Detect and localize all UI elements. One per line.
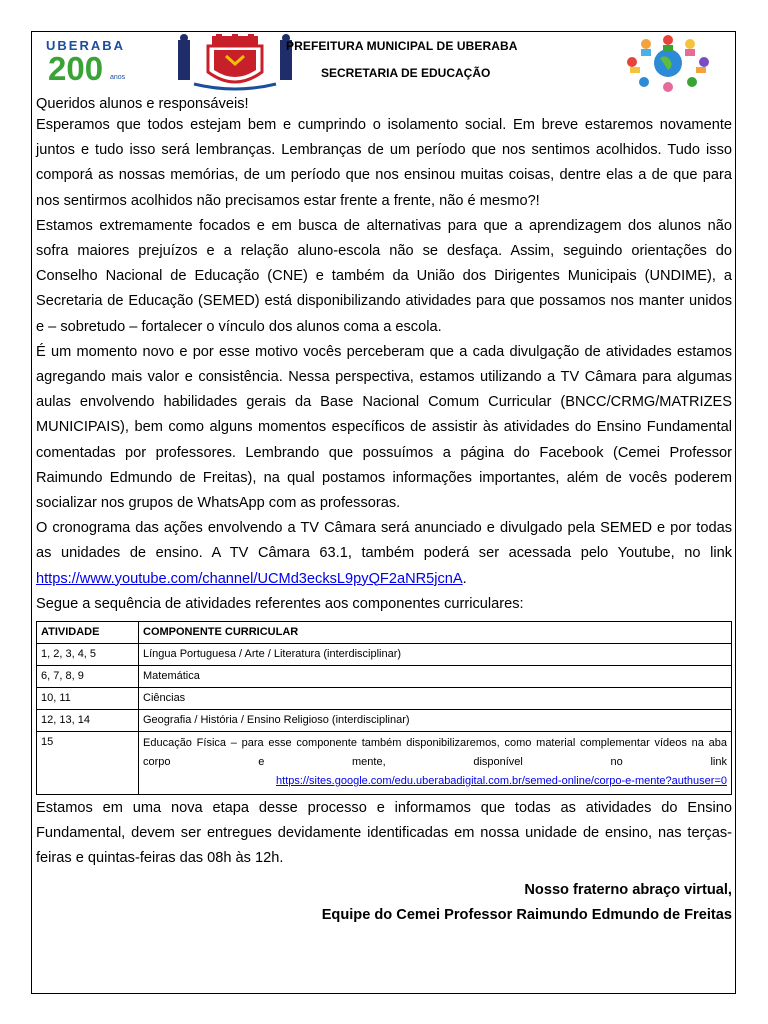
letterhead	[36, 34, 732, 92]
cell-componente: Ciências	[139, 688, 732, 710]
cell-atividade: 15	[37, 732, 139, 795]
table-row	[37, 688, 732, 710]
paragraph-4-end: .	[462, 570, 467, 587]
letter-body	[36, 96, 732, 928]
paragraph-5: Segue a sequência de atividades referentes aos componentes curriculares:	[36, 595, 524, 612]
youtube-link[interactable]: https://www.youtube.com/channel/UCMd3ecksL9pyQF2aNR5jcnA	[36, 570, 463, 587]
table-row	[37, 644, 732, 666]
children-globe-icon	[608, 34, 728, 92]
header-title: PREFEITURA MUNICIPAL DE UBERABA	[286, 39, 518, 53]
cell-componente: Língua Portuguesa / Arte / Literatura (interdisciplinar)	[139, 644, 732, 666]
table-row	[37, 666, 732, 688]
header-subtitle: SECRETARIA DE EDUCAÇÃO	[321, 66, 491, 80]
table-row	[37, 710, 732, 732]
table-row	[37, 732, 732, 795]
cell-componente: Geografia / História / Ensino Religioso (interdisciplinar)	[139, 710, 732, 732]
paragraph-4	[36, 516, 732, 592]
cell-componente	[139, 732, 732, 795]
paragraph-4-text: O cronograma das ações envolvendo a TV Câmara será anunciado e divulgado pela SEMED e por todas as unidades de ensino. A TV Câmara 63.1, também poderá ser acessada pelo Youtube, no link	[36, 520, 732, 562]
cell-componente: Matemática	[139, 666, 732, 688]
uberaba-200-logo	[44, 36, 154, 88]
logo-text: UBERABA	[46, 38, 125, 53]
logo-number: 200	[48, 50, 104, 87]
municipal-crest-icon	[174, 34, 296, 92]
pe-description: Educação Física – para esse componente também disponibilizaremos, como material complementar vídeos na aba corpo e mente, disponível no link	[143, 737, 727, 769]
activities-table	[36, 621, 732, 795]
logo-sub: anos	[110, 74, 126, 81]
header-componente: COMPONENTE CURRICULAR	[139, 622, 732, 644]
closing-signature: Equipe do Cemei Professor Raimundo Edmundo de Freitas	[321, 906, 732, 923]
paragraph-6: Estamos em uma nova etapa desse processo e informamos que todas as atividades do Ensino Fundamental, devem ser entregues devidamente identificadas em nossa unidade de ensino, nas terças-feiras e quintas-feiras das 08h às 12h.	[36, 800, 732, 867]
cell-atividade: 6, 7, 8, 9	[37, 666, 139, 688]
paragraph-2: Estamos extremamente focados e em busca de alternativas para que a aprendizagem dos alunos não sofra maiores prejuízos e a relação aluno-escola não se desfaça. Assim, seguindo orientações do Conselho Nacional de Educação (CNE) e também da União dos Dirigentes Municipais (UNDIME), a Secretaria de Educação (SEMED) está disponibilizando atividades para que possamos nos manter unidos e – sobretudo – fortalecer o vínculo dos alunos coma a escola.	[36, 217, 732, 335]
corpo-e-mente-link[interactable]: https://sites.google.com/edu.uberabadigital.com.br/semed-online/corpo-e-mente?authuser=0	[276, 775, 727, 788]
paragraph-3: É um momento novo e por esse motivo vocês perceberam que a cada divulgação de atividades estamos agregando mais valor e consistência. Nessa perspectiva, estamos utilizando a TV Câmara para algumas aulas envolvendo habilidades gerais da Base Nacional Comum Curricular (BNCC/CRMG/MATRIZES MUNICIPAIS), bem como alguns momentos específicos de assistir às atividades do Ensino Fundamental comentadas por professores. Lembrando que possuímos a página do Facebook (Cemei Professor Raimundo Edmundo de Freitas), na qual postamos informações importantes, além de vocês poderem socializar nos grupos de WhatsApp com as professoras.	[36, 343, 732, 512]
header-atividade: ATIVIDADE	[37, 622, 139, 644]
cell-atividade: 12, 13, 14	[37, 710, 139, 732]
table-header-row	[37, 622, 732, 644]
greeting: Queridos alunos e responsáveis!	[36, 96, 249, 112]
cell-atividade: 10, 11	[37, 688, 139, 710]
paragraph-1: Esperamos que todos estejam bem e cumprindo o isolamento social. Em breve estaremos novamente juntos e tudo isso será lembranças. Lembranças de um período que nos sentimos acolhidos. Tudo isso comporá as nossas memórias, de um período que nos ensinou muitas coisas, dentre elas a de que para nos sentirmos acolhidos não precisamos estar frente a frente, não é mesmo?!	[36, 117, 732, 209]
cell-atividade: 1, 2, 3, 4, 5	[37, 644, 139, 666]
closing-greeting: Nosso fraterno abraço virtual,	[524, 881, 732, 898]
